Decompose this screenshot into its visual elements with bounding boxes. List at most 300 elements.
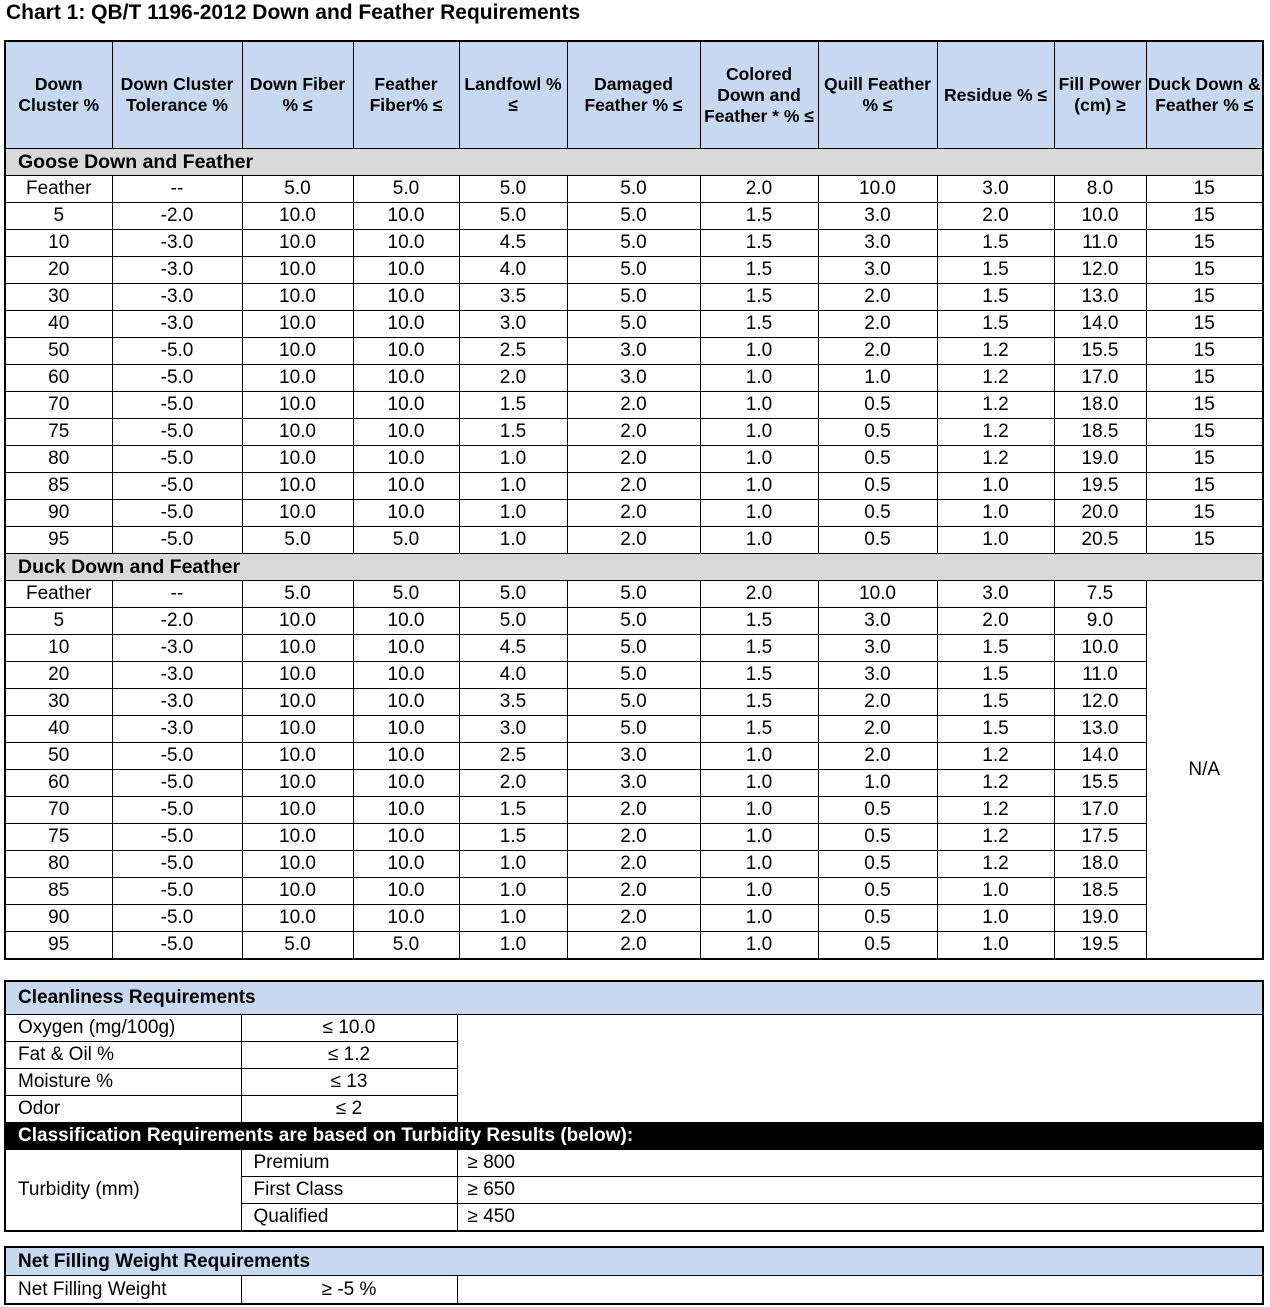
table-cell: 1.0 [459, 527, 567, 554]
table-cell: 2.0 [567, 932, 700, 960]
table-cell: 12.0 [1054, 689, 1146, 716]
table-cell: 1.2 [937, 743, 1054, 770]
table-row [5, 878, 1263, 905]
table-cell: 1.5 [700, 716, 818, 743]
table-cell: 60 [5, 770, 112, 797]
table-cell: 2.0 [818, 338, 937, 365]
table-cell: -5.0 [112, 473, 242, 500]
header-damaged-feather: Damaged Feather % ≤ [567, 41, 700, 149]
cleanliness-heading-row [5, 981, 1263, 1015]
table-cell: 1.0 [700, 797, 818, 824]
table-row [5, 635, 1263, 662]
table-cell: 10.0 [353, 419, 459, 446]
goose-section-title: Goose Down and Feather [5, 149, 1263, 176]
table-cell: 5.0 [567, 581, 700, 608]
table-cell: 10.0 [353, 203, 459, 230]
table-cell: 1.0 [937, 905, 1054, 932]
chart-title: Chart 1: QB/T 1196-2012 Down and Feather Requirements [6, 1, 581, 24]
table-cell: 2.0 [567, 500, 700, 527]
table-cell: 10.0 [818, 581, 937, 608]
net-label: Net Filling Weight [5, 1276, 241, 1305]
table-cell: 2.0 [818, 743, 937, 770]
table-cell: 3.0 [818, 635, 937, 662]
table-cell: 11.0 [1054, 230, 1146, 257]
table-cell: 30 [5, 284, 112, 311]
table-cell: 14.0 [1054, 311, 1146, 338]
table-cell: -3.0 [112, 257, 242, 284]
table-cell: 0.5 [818, 473, 937, 500]
table-cell: -3.0 [112, 662, 242, 689]
table-row [5, 527, 1263, 554]
table-cell: 3.0 [818, 257, 937, 284]
table-cell: 10.0 [353, 500, 459, 527]
table-cell: 3.0 [818, 608, 937, 635]
table-cell: 1.0 [459, 500, 567, 527]
table-cell: 30 [5, 689, 112, 716]
table-cell: 9.0 [1054, 608, 1146, 635]
table-cell: 10.0 [353, 230, 459, 257]
net-weight-table [4, 1246, 1264, 1305]
table-cell: 15 [1146, 500, 1263, 527]
table-cell: 5.0 [567, 635, 700, 662]
table-cell: 1.5 [937, 257, 1054, 284]
table-cell: 1.5 [700, 257, 818, 284]
table-cell: -5.0 [112, 446, 242, 473]
table-cell: 1.5 [700, 635, 818, 662]
table-cell: 1.5 [459, 824, 567, 851]
table-cell: 10.0 [353, 608, 459, 635]
table-cell: 13.0 [1054, 284, 1146, 311]
goose-section-row [5, 149, 1263, 176]
table-cell: 1.0 [700, 473, 818, 500]
table-cell: 5.0 [567, 662, 700, 689]
table-cell: 75 [5, 419, 112, 446]
table-cell: 15 [1146, 284, 1263, 311]
table-cell: 0.5 [818, 527, 937, 554]
table-cell: 1.0 [700, 446, 818, 473]
table-cell: 5.0 [353, 581, 459, 608]
table-cell: 1.5 [937, 230, 1054, 257]
table-cell: 5 [5, 608, 112, 635]
table-cell: 3.0 [459, 311, 567, 338]
table-cell: 1.0 [700, 878, 818, 905]
table-cell: 1.5 [700, 311, 818, 338]
table-cell: 1.5 [700, 284, 818, 311]
table-cell: 10.0 [353, 851, 459, 878]
table-cell: 10.0 [242, 824, 353, 851]
net-heading: Net Filling Weight Requirements [5, 1247, 1263, 1276]
table-cell: 1.0 [700, 932, 818, 960]
table-row [5, 392, 1263, 419]
table-cell: 0.5 [818, 797, 937, 824]
table-cell: 15 [1146, 419, 1263, 446]
table-cell: 1.0 [459, 905, 567, 932]
table-cell: -3.0 [112, 284, 242, 311]
table-cell: -2.0 [112, 608, 242, 635]
table-cell: -5.0 [112, 419, 242, 446]
net-value: ≥ -5 % [241, 1276, 457, 1305]
table-cell: -2.0 [112, 203, 242, 230]
table-cell: 10.0 [242, 770, 353, 797]
table-cell: 10.0 [353, 770, 459, 797]
table-row [5, 608, 1263, 635]
table-cell: -5.0 [112, 797, 242, 824]
table-cell: 5.0 [567, 311, 700, 338]
table-cell: 5.0 [459, 203, 567, 230]
table-row [5, 1150, 1263, 1177]
table-cell: 10.0 [818, 176, 937, 203]
table-cell: 10.0 [242, 473, 353, 500]
table-cell: 10.0 [353, 446, 459, 473]
table-cell: 5 [5, 203, 112, 230]
table-cell: 10.0 [242, 716, 353, 743]
table-cell: 1.0 [459, 932, 567, 960]
table-cell: -5.0 [112, 932, 242, 960]
table-row [5, 284, 1263, 311]
header-tolerance: Down Cluster Tolerance % [112, 41, 242, 149]
table-cell: 1.0 [459, 851, 567, 878]
table-row [5, 932, 1263, 960]
table-cell: 15.5 [1054, 770, 1146, 797]
table-row [5, 230, 1263, 257]
table-cell: 15.5 [1054, 338, 1146, 365]
table-cell: 2.0 [567, 878, 700, 905]
table-cell: -5.0 [112, 338, 242, 365]
table-cell: 10.0 [242, 797, 353, 824]
table-cell: 1.2 [937, 365, 1054, 392]
table-cell: 1.5 [937, 662, 1054, 689]
table-cell: 15 [1146, 230, 1263, 257]
table-cell: 1.2 [937, 338, 1054, 365]
table-cell: 15 [1146, 365, 1263, 392]
table-cell: 1.0 [818, 365, 937, 392]
table-cell: -5.0 [112, 743, 242, 770]
table-row [5, 797, 1263, 824]
table-cell: 0.5 [818, 851, 937, 878]
table-cell: 10.0 [242, 230, 353, 257]
table-cell: 3.5 [459, 689, 567, 716]
table-cell: 10.0 [353, 824, 459, 851]
table-cell: 2.0 [567, 824, 700, 851]
table-cell: 95 [5, 932, 112, 960]
table-cell: 1.0 [937, 500, 1054, 527]
table-cell: 40 [5, 716, 112, 743]
duck-section-title: Duck Down and Feather [5, 554, 1263, 581]
table-cell: 1.2 [937, 797, 1054, 824]
table-cell: 10.0 [353, 311, 459, 338]
table-cell: 15 [1146, 527, 1263, 554]
net-heading-row [5, 1247, 1263, 1276]
table-cell: 2.0 [818, 689, 937, 716]
table-cell: -3.0 [112, 230, 242, 257]
table-cell: 10.0 [242, 257, 353, 284]
cleanliness-value: ≤ 1.2 [241, 1042, 457, 1069]
table-row [5, 365, 1263, 392]
table-cell: 1.0 [459, 446, 567, 473]
table-cell: 10.0 [242, 446, 353, 473]
table-cell: 2.0 [700, 176, 818, 203]
table-cell: 15 [1146, 446, 1263, 473]
table-cell: 5.0 [459, 581, 567, 608]
table-row [5, 203, 1263, 230]
table-cell: 1.0 [700, 500, 818, 527]
table-cell: 10.0 [242, 311, 353, 338]
table-cell: Feather [5, 581, 112, 608]
grade-label: Qualified [241, 1204, 457, 1232]
table-cell: 15 [1146, 257, 1263, 284]
table-cell: 10.0 [353, 392, 459, 419]
classification-heading: Classification Requirements are based on Turbidity Results (below): [5, 1123, 1263, 1150]
table-cell: 2.0 [818, 284, 937, 311]
table-cell: -5.0 [112, 500, 242, 527]
table-cell: 1.0 [700, 824, 818, 851]
table-cell: 15 [1146, 392, 1263, 419]
table-cell: 1.2 [937, 770, 1054, 797]
cleanliness-blank [457, 1015, 1263, 1123]
table-cell: 1.5 [937, 284, 1054, 311]
table-cell: 1.5 [459, 419, 567, 446]
table-cell: 18.0 [1054, 851, 1146, 878]
table-cell: -- [112, 581, 242, 608]
table-cell: 10.0 [242, 419, 353, 446]
table-cell: 1.0 [700, 851, 818, 878]
table-cell: 1.5 [700, 662, 818, 689]
table-cell: 5.0 [353, 527, 459, 554]
table-cell: 2.0 [567, 392, 700, 419]
table-cell: 1.5 [937, 689, 1054, 716]
table-cell: 5.0 [353, 176, 459, 203]
table-cell: 13.0 [1054, 716, 1146, 743]
grade-label: Premium [241, 1150, 457, 1177]
table-cell: 90 [5, 500, 112, 527]
table-cell: 5.0 [242, 932, 353, 960]
table-cell: 3.0 [818, 203, 937, 230]
table-cell: -3.0 [112, 689, 242, 716]
table-cell: 5.0 [242, 176, 353, 203]
table-cell: 1.0 [700, 392, 818, 419]
cleanliness-table [4, 980, 1264, 1232]
table-cell: 5.0 [459, 608, 567, 635]
header-down-fiber: Down Fiber % ≤ [242, 41, 353, 149]
table-cell: 1.0 [937, 932, 1054, 960]
header-fill-power: Fill Power (cm) ≥ [1054, 41, 1146, 149]
table-cell: 75 [5, 824, 112, 851]
table-cell: 15 [1146, 311, 1263, 338]
table-cell: 15 [1146, 338, 1263, 365]
table-cell: 5.0 [567, 716, 700, 743]
cleanliness-value: ≤ 13 [241, 1069, 457, 1096]
table-cell: 10.0 [353, 365, 459, 392]
table-cell: 5.0 [567, 257, 700, 284]
table-cell: 4.0 [459, 662, 567, 689]
table-cell: 1.2 [937, 824, 1054, 851]
table-cell: 10.0 [242, 662, 353, 689]
table-cell: 1.0 [459, 473, 567, 500]
table-cell: 2.0 [567, 905, 700, 932]
table-cell: 18.5 [1054, 878, 1146, 905]
table-cell: -5.0 [112, 851, 242, 878]
table-row [5, 446, 1263, 473]
table-cell: 85 [5, 878, 112, 905]
table-cell: 10.0 [242, 203, 353, 230]
table-cell: 0.5 [818, 392, 937, 419]
table-row [5, 770, 1263, 797]
table-cell: 5.0 [567, 608, 700, 635]
header-colored: Colored Down and Feather * % ≤ [700, 41, 818, 149]
table-cell: 10.0 [242, 743, 353, 770]
table-row [5, 662, 1263, 689]
table-cell: Feather [5, 176, 112, 203]
table-cell: 19.5 [1054, 932, 1146, 960]
table-cell: 3.0 [567, 338, 700, 365]
table-cell: 50 [5, 338, 112, 365]
table-cell: -3.0 [112, 311, 242, 338]
table-cell: 0.5 [818, 905, 937, 932]
table-cell: 70 [5, 797, 112, 824]
table-cell: 3.5 [459, 284, 567, 311]
table-cell: 2.0 [567, 446, 700, 473]
table-row [5, 851, 1263, 878]
table-cell: 1.0 [937, 473, 1054, 500]
table-cell: 10.0 [242, 878, 353, 905]
table-cell: 12.0 [1054, 257, 1146, 284]
table-cell: 2.0 [567, 527, 700, 554]
table-cell: 2.0 [459, 770, 567, 797]
table-cell: 3.0 [818, 230, 937, 257]
table-cell: 10.0 [353, 743, 459, 770]
table-cell: 19.5 [1054, 473, 1146, 500]
table-cell: 1.5 [700, 230, 818, 257]
table-cell: 15 [1146, 176, 1263, 203]
table-row [5, 257, 1263, 284]
table-cell: 4.5 [459, 635, 567, 662]
table-cell: 17.0 [1054, 797, 1146, 824]
table-cell: 14.0 [1054, 743, 1146, 770]
table-cell: 10.0 [353, 338, 459, 365]
table-row [5, 311, 1263, 338]
table-cell: 0.5 [818, 500, 937, 527]
table-cell: 1.2 [937, 392, 1054, 419]
table-row [5, 905, 1263, 932]
table-cell: 19.0 [1054, 446, 1146, 473]
table-cell: 2.0 [567, 473, 700, 500]
table-cell: 1.0 [700, 770, 818, 797]
duck-section-row [5, 554, 1263, 581]
table-cell: 10.0 [242, 851, 353, 878]
table-cell: 10 [5, 230, 112, 257]
header-feather-fiber: Feather Fiber% ≤ [353, 41, 459, 149]
table-cell: 85 [5, 473, 112, 500]
table-cell: 1.2 [937, 419, 1054, 446]
table-row [5, 338, 1263, 365]
table-row [5, 716, 1263, 743]
table-cell: 3.0 [567, 770, 700, 797]
net-blank [457, 1276, 1263, 1305]
table-cell: 1.0 [937, 527, 1054, 554]
table-cell: 1.5 [937, 635, 1054, 662]
table-cell: 10.0 [242, 338, 353, 365]
table-cell: 5.0 [567, 176, 700, 203]
table-cell: 10.0 [353, 689, 459, 716]
grade-value: ≥ 650 [457, 1177, 1263, 1204]
table-cell: 5.0 [353, 932, 459, 960]
table-cell: -3.0 [112, 716, 242, 743]
table-cell: 1.0 [700, 905, 818, 932]
table-cell: 1.0 [700, 419, 818, 446]
table-cell: 10.0 [242, 365, 353, 392]
table-cell: 10.0 [353, 257, 459, 284]
cleanliness-label: Odor [5, 1096, 241, 1123]
table-cell: 5.0 [567, 284, 700, 311]
table-cell: -5.0 [112, 527, 242, 554]
table-cell: 10.0 [353, 662, 459, 689]
table-row [5, 1276, 1263, 1305]
table-row [5, 1015, 1263, 1042]
table-cell: 95 [5, 527, 112, 554]
table-cell: -5.0 [112, 824, 242, 851]
header-landfowl: Landfowl % ≤ [459, 41, 567, 149]
table-cell: 0.5 [818, 419, 937, 446]
header-residue: Residue % ≤ [937, 41, 1054, 149]
header-row [5, 41, 1263, 149]
table-cell: 1.5 [937, 716, 1054, 743]
table-cell: 10.0 [353, 905, 459, 932]
table-row [5, 176, 1263, 203]
cleanliness-label: Moisture % [5, 1069, 241, 1096]
table-cell: 10.0 [242, 635, 353, 662]
table-cell: 0.5 [818, 824, 937, 851]
table-cell: 2.0 [818, 311, 937, 338]
table-cell: 10.0 [242, 608, 353, 635]
table-cell: 1.5 [937, 311, 1054, 338]
table-cell: 10.0 [242, 500, 353, 527]
table-cell: 3.0 [459, 716, 567, 743]
table-cell: 10.0 [242, 284, 353, 311]
table-cell: 20 [5, 662, 112, 689]
table-cell: 3.0 [937, 176, 1054, 203]
table-cell: 10.0 [353, 797, 459, 824]
table-cell: -3.0 [112, 635, 242, 662]
table-cell: 20.0 [1054, 500, 1146, 527]
table-cell: 8.0 [1054, 176, 1146, 203]
table-cell: 5.0 [567, 689, 700, 716]
table-cell: 0.5 [818, 878, 937, 905]
table-cell: 18.0 [1054, 392, 1146, 419]
table-cell: 3.0 [937, 581, 1054, 608]
table-cell: -5.0 [112, 365, 242, 392]
table-cell: 18.5 [1054, 419, 1146, 446]
table-row [5, 743, 1263, 770]
table-cell: 10.0 [242, 392, 353, 419]
table-cell: 0.5 [818, 932, 937, 960]
table-cell: 10.0 [353, 473, 459, 500]
table-cell: 10.0 [1054, 635, 1146, 662]
table-cell: 5.0 [242, 581, 353, 608]
table-cell: 1.0 [700, 527, 818, 554]
table-cell: 50 [5, 743, 112, 770]
table-cell: 1.0 [700, 743, 818, 770]
cleanliness-label: Fat & Oil % [5, 1042, 241, 1069]
table-cell: 1.0 [459, 878, 567, 905]
table-row [5, 419, 1263, 446]
table-cell: 5.0 [459, 176, 567, 203]
table-cell: 3.0 [567, 743, 700, 770]
table-cell: 1.5 [459, 392, 567, 419]
table-cell: 1.0 [700, 365, 818, 392]
table-cell: 20 [5, 257, 112, 284]
duck-na-cell: N/A [1146, 581, 1263, 960]
table-cell: 2.5 [459, 338, 567, 365]
